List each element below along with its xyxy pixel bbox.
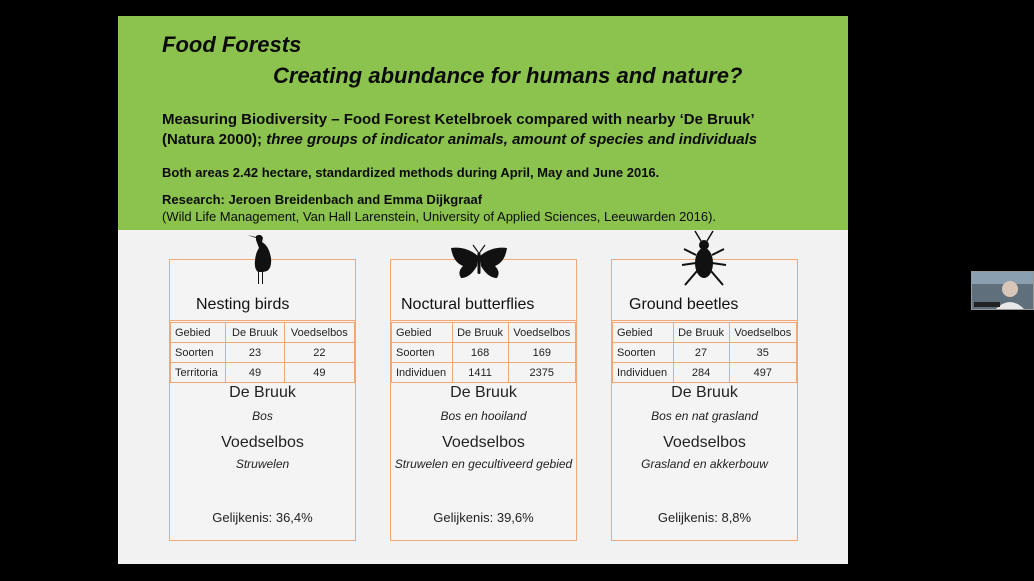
similarity-text: Gelijkenis: 39,6% — [433, 510, 534, 525]
table-cell: Territoria — [171, 363, 226, 383]
table-header-row — [613, 323, 797, 343]
stork-icon — [246, 232, 276, 286]
table-cell: 22 — [284, 343, 354, 363]
area-name: De Bruuk — [229, 384, 296, 401]
card-title: Ground beetles — [629, 296, 739, 313]
divider — [170, 320, 355, 321]
measuring-text-line2 — [162, 131, 757, 148]
area-name: De Bruuk — [450, 384, 517, 401]
area-description: Bos en hooiland — [440, 409, 527, 423]
similarity-text: Gelijkenis: 8,8% — [657, 510, 752, 525]
table-header-cell: De Bruuk — [452, 323, 508, 343]
table-cell: Soorten — [171, 343, 226, 363]
species-table — [612, 322, 797, 383]
card-title: Nesting birds — [196, 296, 290, 313]
table-header-cell: Gebied — [392, 323, 453, 343]
divider — [612, 320, 797, 321]
table-header-cell: Gebied — [613, 323, 674, 343]
video-thumbnail[interactable] — [971, 271, 1034, 310]
slide-header — [118, 16, 848, 230]
table-row — [613, 363, 797, 383]
card-ground-beetles — [611, 259, 798, 541]
area-name: De Bruuk — [671, 384, 738, 401]
table-cell: 284 — [673, 363, 729, 383]
participant-avatar — [972, 272, 1033, 309]
table-cell: 169 — [508, 343, 575, 363]
table-header-cell: De Bruuk — [673, 323, 729, 343]
table-header-cell: Voedselbos — [508, 323, 575, 343]
table-cell: 2375 — [508, 363, 575, 383]
table-cell: Soorten — [613, 343, 674, 363]
area-description: Struwelen — [235, 457, 290, 471]
table-header-cell: Gebied — [171, 323, 226, 343]
table-header-cell: Voedselbos — [729, 323, 796, 343]
slide-title: Food Forests — [162, 32, 302, 57]
similarity-text: Gelijkenis: 36,4% — [212, 510, 313, 525]
table-cell: Soorten — [392, 343, 453, 363]
table-cell: Individuen — [392, 363, 453, 383]
both-areas-text: Both areas 2.42 hectare, standardized methods during April, May and June 2016. — [162, 165, 660, 180]
area-name: Voedselbos — [442, 434, 525, 451]
measuring-text-italic: three groups of indicator animals, amount of species and individuals — [266, 131, 758, 148]
butterfly-icon — [449, 244, 509, 280]
area-name: Voedselbos — [663, 434, 746, 451]
table-row — [392, 363, 576, 383]
beetle-icon — [679, 229, 729, 291]
table-header-row — [171, 323, 355, 343]
slide-subtitle: Creating abundance for humans and nature? — [273, 63, 743, 88]
table-row — [392, 343, 576, 363]
table-row — [171, 343, 355, 363]
table-cell: 23 — [226, 343, 285, 363]
divider — [391, 320, 576, 321]
measuring-text-plain: (Natura 2000); — [162, 131, 267, 148]
table-cell: 27 — [673, 343, 729, 363]
table-cell: 168 — [452, 343, 508, 363]
species-table — [170, 322, 355, 383]
species-table — [391, 322, 576, 383]
card-title: Noctural butterflies — [401, 296, 535, 313]
area-description: Grasland en akkerbouw — [641, 457, 768, 471]
area-description: Struwelen en gecultiveerd gebied — [394, 457, 573, 471]
area-description: Bos — [252, 409, 273, 423]
table-cell: 35 — [729, 343, 796, 363]
measuring-text-line1: Measuring Biodiversity – Food Forest Ketelbroek compared with nearby ‘De Bruuk’ — [162, 111, 755, 128]
table-header-cell: Voedselbos — [284, 323, 354, 343]
table-header-cell: De Bruuk — [226, 323, 285, 343]
card-nesting-birds — [169, 259, 356, 541]
table-row — [171, 363, 355, 383]
table-cell: Individuen — [613, 363, 674, 383]
table-header-row — [392, 323, 576, 343]
presentation-slide — [118, 16, 848, 564]
table-cell: 1411 — [452, 363, 508, 383]
area-name: Voedselbos — [221, 434, 304, 451]
area-description: Bos en nat grasland — [651, 409, 758, 423]
card-noctural-butterflies — [390, 259, 577, 541]
table-cell: 497 — [729, 363, 796, 383]
table-cell: 49 — [226, 363, 285, 383]
institution-credit: (Wild Life Management, Van Hall Larenstein, University of Applied Sciences, Leeuwarden 2016). — [162, 209, 717, 224]
table-row — [613, 343, 797, 363]
research-credit: Research: Jeroen Breidenbach and Emma Dijkgraaf — [162, 192, 483, 207]
table-cell: 49 — [284, 363, 354, 383]
